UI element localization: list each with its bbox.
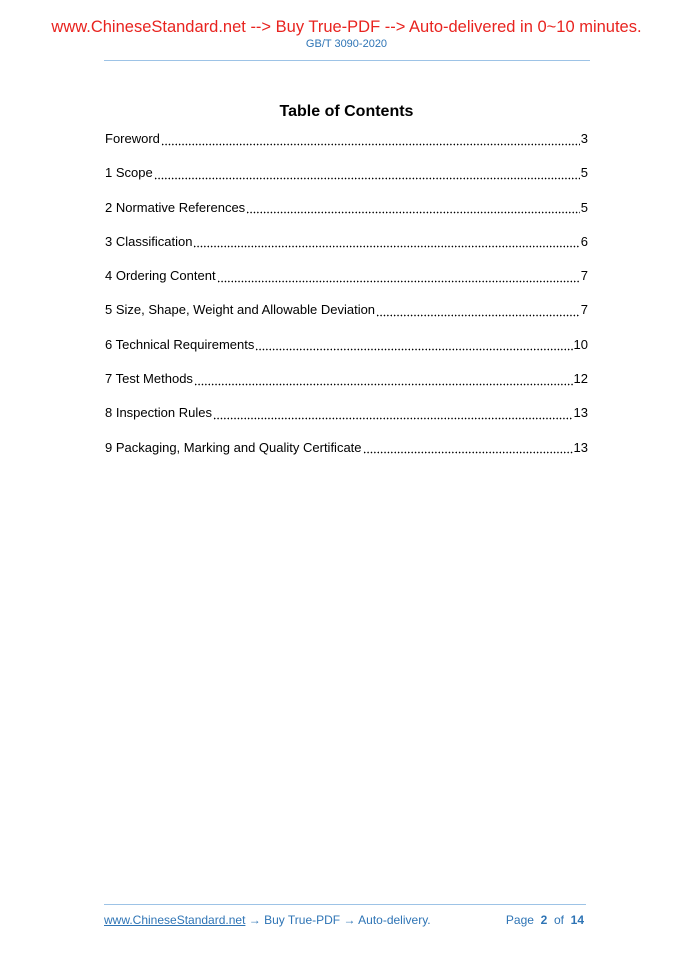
toc-entry-page: 5 xyxy=(580,165,588,181)
toc-entry-label: 5 Size, Shape, Weight and Allowable Deviation xyxy=(105,302,376,318)
toc-entry-inspection-rules[interactable] xyxy=(105,405,588,439)
toc-entry-page: 12 xyxy=(573,371,588,387)
toc-entry-classification[interactable] xyxy=(105,234,588,268)
top-banner[interactable]: www.ChineseStandard.net --> Buy True-PDF --> Auto-delivered in 0~10 minutes. xyxy=(51,18,642,36)
toc-entry-page: 3 xyxy=(580,131,588,146)
toc-entry-page: 10 xyxy=(573,336,588,352)
page-separator: of xyxy=(553,913,564,927)
toc-entry-test-methods[interactable] xyxy=(105,371,588,405)
standard-code: GB/T 3090-2020 xyxy=(305,38,388,50)
footer-buy-text: Buy True-PDF xyxy=(264,913,341,927)
dot-leader xyxy=(217,268,580,284)
toc-entry-page: 5 xyxy=(580,199,588,215)
dot-leader xyxy=(193,234,579,250)
toc-entry-label: 8 Inspection Rules xyxy=(105,405,212,421)
toc-entry-label: 9 Packaging, Marking and Quality Certificate xyxy=(105,439,362,455)
toc-entry-label: 6 Technical Requirements xyxy=(105,336,255,352)
toc-entry-label: 7 Test Methods xyxy=(105,371,193,387)
footer-site-link[interactable]: www.ChineseStandard.net xyxy=(104,913,246,927)
arrow-right-icon: → xyxy=(248,913,261,927)
footer-delivery-text: Auto-delivery. xyxy=(358,913,431,927)
toc-entry-label: 4 Ordering Content xyxy=(105,268,216,284)
toc-entry-scope[interactable] xyxy=(105,165,588,199)
toc-entry-size-shape-weight[interactable] xyxy=(105,302,588,336)
page-indicator xyxy=(506,913,584,928)
toc-entry-page: 7 xyxy=(580,302,588,318)
dot-leader xyxy=(213,405,573,421)
toc-list xyxy=(105,131,588,474)
footer-divider xyxy=(104,904,586,905)
dot-leader xyxy=(194,371,573,387)
toc-entry-label: 2 Normative References xyxy=(105,199,246,215)
dot-leader xyxy=(154,165,580,181)
dot-leader xyxy=(376,302,580,318)
page-title: Table of Contents xyxy=(279,102,414,120)
toc-entry-page: 7 xyxy=(580,268,588,284)
toc-entry-ordering-content[interactable] xyxy=(105,268,588,302)
toc-entry-foreword[interactable] xyxy=(105,131,588,165)
arrow-right-icon: → xyxy=(343,913,356,927)
toc-entry-page: 13 xyxy=(573,439,588,455)
dot-leader xyxy=(255,337,572,353)
toc-entry-label: Foreword xyxy=(105,131,160,146)
current-page-number: 2 xyxy=(540,913,548,927)
toc-entry-packaging-marking[interactable] xyxy=(105,440,588,474)
toc-entry-page: 6 xyxy=(580,233,588,249)
toc-entry-page: 13 xyxy=(573,405,588,421)
toc-entry-technical-requirements[interactable] xyxy=(105,337,588,371)
footer-links xyxy=(104,913,431,928)
toc-entry-label: 1 Scope xyxy=(105,165,153,181)
page-prefix: Page xyxy=(505,913,534,927)
total-pages-number: 14 xyxy=(570,913,584,927)
dot-leader xyxy=(246,200,580,216)
toc-entry-normative-references[interactable] xyxy=(105,200,588,234)
dot-leader xyxy=(363,440,573,456)
toc-entry-label: 3 Classification xyxy=(105,233,193,249)
header-divider xyxy=(104,60,590,61)
dot-leader xyxy=(161,131,580,147)
